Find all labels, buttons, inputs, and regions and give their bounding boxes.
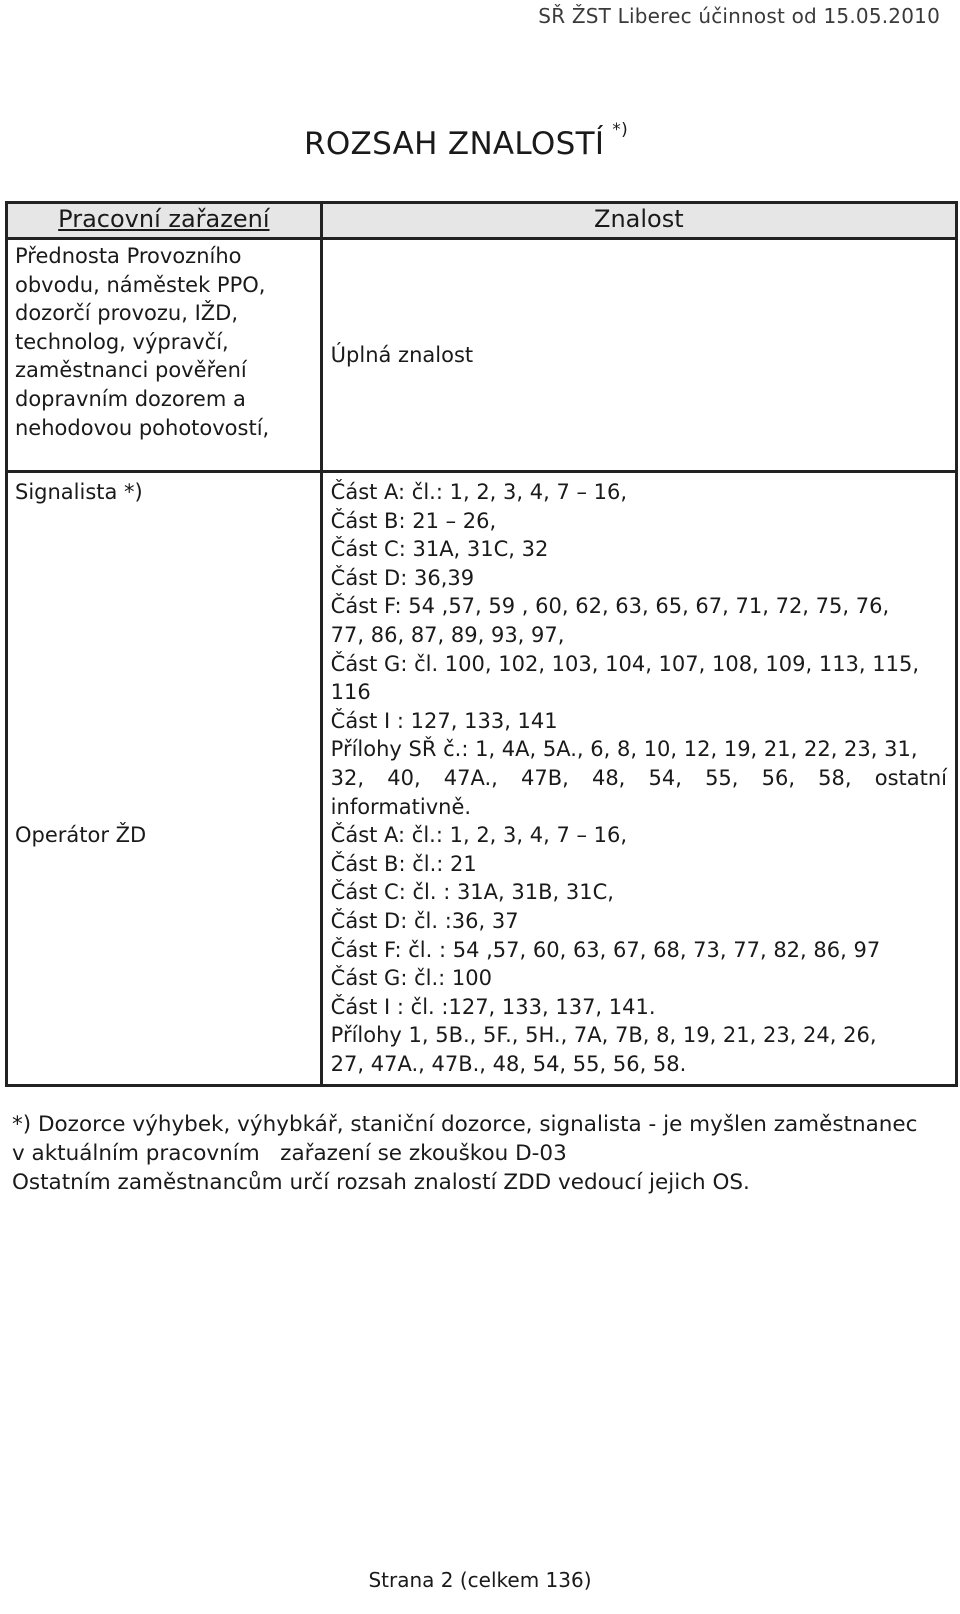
knowledge-line: Část C: čl. : 31A, 31B, 31C,	[330, 880, 614, 905]
table-row	[7, 239, 957, 472]
knowledge-line: Úplná znalost	[330, 342, 474, 367]
knowledge-line: Část A: čl.: 1, 2, 3, 4, 7 – 16,	[330, 480, 628, 504]
knowledge-line: Část D: 36,39	[330, 565, 475, 590]
knowledge-line: 116	[330, 680, 371, 705]
role-line: Přednosta Provozního	[15, 244, 242, 268]
col-header-knowledge	[321, 203, 956, 239]
role-line: nehodovou pohotovostí,	[15, 415, 270, 440]
knowledge-line: Část B: 21 – 26,	[330, 508, 497, 533]
footnote-line: v aktuálním pracovním zařazení se zkouškou D-03	[12, 1141, 567, 1166]
col-header-knowledge-label: Znalost	[594, 205, 684, 233]
knowledge-line: Část F: 54 ,57, 59 , 60, 62, 63, 65, 67, 71, 72, 75, 76,	[330, 594, 890, 619]
table-row	[7, 472, 957, 822]
knowledge-line: Část D: čl. :36, 37	[330, 908, 519, 933]
footnote-line: *) Dozorce výhybek, výhybkář, staniční dozorce, signalista - je myšlen zaměstnanec	[12, 1112, 918, 1137]
page-title	[304, 119, 628, 162]
footnote	[12, 1110, 937, 1197]
role-line: obvodu, náměstek PPO,	[15, 272, 266, 297]
knowledge-line: Část A: čl.: 1, 2, 3, 4, 7 – 16,	[330, 823, 628, 848]
role-line: Signalista *)	[15, 480, 143, 504]
knowledge-line: Část G: čl.: 100	[330, 966, 492, 991]
footnote-line: Ostatním zaměstnancům určí rozsah znalostí ZDD vedoucí jejich OS.	[12, 1170, 750, 1195]
role-cell	[7, 472, 322, 822]
knowledge-line: Část I : 127, 133, 141	[330, 708, 558, 733]
role-line: dozorčí provozu, IŽD,	[15, 301, 239, 326]
col-header-role	[7, 203, 322, 239]
knowledge-cell	[321, 821, 956, 1086]
knowledge-line: 77, 86, 87, 89, 93, 97,	[330, 622, 565, 647]
knowledge-line: Část I : čl. :127, 133, 137, 141.	[330, 994, 656, 1019]
role-cell	[7, 239, 322, 472]
document-header: SŘ ŽST Liberec účinnost od 15.05.2010	[538, 4, 940, 28]
knowledge-line: Část C: 31A, 31C, 32	[330, 537, 549, 562]
knowledge-cell	[321, 472, 956, 822]
title-footnote-mark: *)	[612, 119, 628, 140]
role-cell	[7, 821, 322, 1086]
table-header-row	[7, 203, 957, 239]
knowledge-line: Část B: čl.: 21	[330, 851, 477, 876]
role-line: zaměstnanci pověření	[15, 358, 247, 383]
role-line: Operátor ŽD	[15, 823, 147, 848]
knowledge-line: Přílohy 1, 5B., 5F., 5H., 7A, 7B, 8, 19, 21, 23, 24, 26,	[330, 1023, 877, 1048]
knowledge-line: 27, 47A., 47B., 48, 54, 55, 56, 58.	[330, 1051, 687, 1076]
knowledge-line: Část F: čl. : 54 ,57, 60, 63, 67, 68, 73, 77, 82, 86, 97	[330, 937, 881, 962]
role-line: dopravním dozorem a	[15, 386, 246, 411]
knowledge-table	[5, 201, 958, 1087]
col-header-role-label: Pracovní zařazení	[58, 205, 270, 233]
knowledge-line: informativně.	[330, 794, 472, 819]
knowledge-line: Přílohy SŘ č.: 1, 4A, 5A., 6, 8, 10, 12, 19, 21, 22, 23, 31,	[330, 737, 918, 762]
page-title-text: ROZSAH ZNALOSTÍ	[304, 126, 605, 162]
role-line: technolog, výpravčí,	[15, 329, 229, 354]
page-number: Strana 2 (celkem 136)	[368, 1568, 592, 1592]
knowledge-line: Část G: čl. 100, 102, 103, 104, 107, 108, 109, 113, 115,	[330, 651, 920, 676]
knowledge-line: 32, 40, 47A., 47B, 48, 54, 55, 56, 58, ostatní	[330, 765, 947, 790]
table-row	[7, 821, 957, 1086]
knowledge-cell	[321, 239, 956, 472]
